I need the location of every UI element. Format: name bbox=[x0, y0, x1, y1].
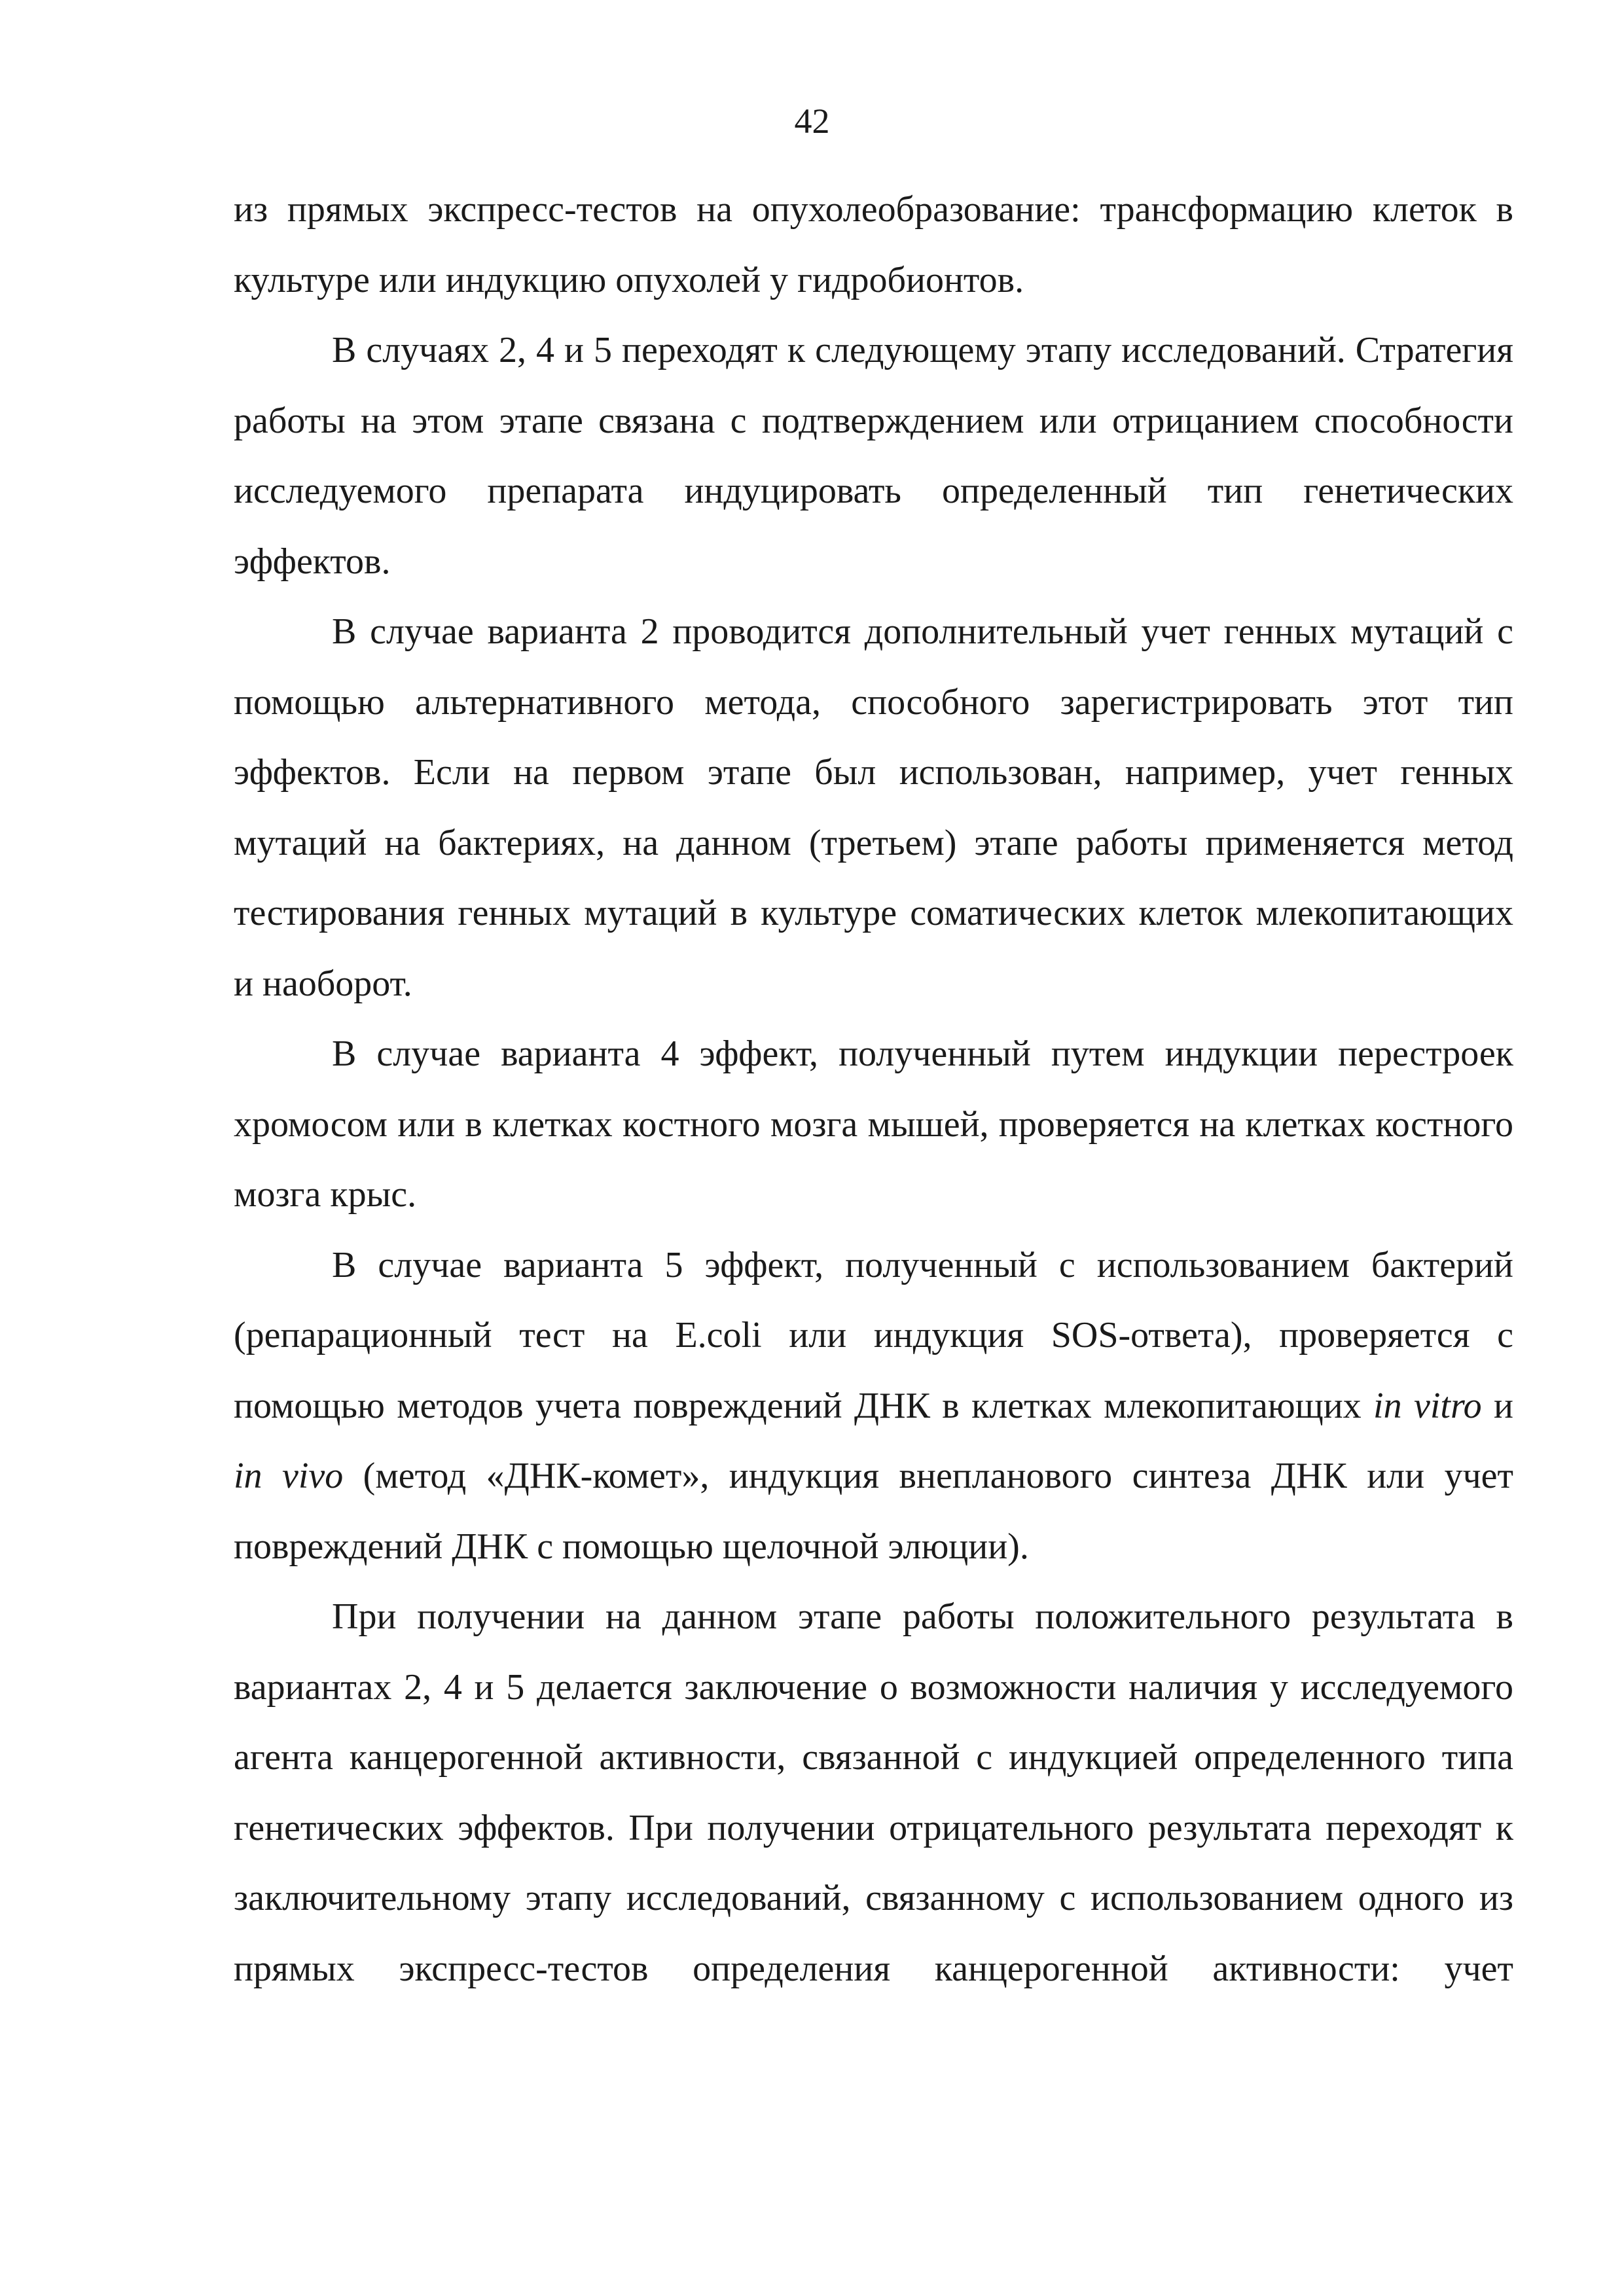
variant-5-text-part2: и bbox=[1481, 1385, 1513, 1426]
paragraph-variant-5 bbox=[234, 1230, 1513, 1583]
paragraph-conclusion: При получении на данном этапе работы положительного результата в вариантах 2, 4 и 5 делается заключение о возможности наличия у исследуемого агента канцерогенной активности, связанной с индукцией определенного типа генетических эффектов. При получении отрицательного результата переходят к заключительному этапу исследований, связанному с использованием одного из прямых экспресс-тестов определения канцерогенной активности: учет bbox=[234, 1596, 1513, 1989]
paragraph-variant-4: В случае варианта 4 эффект, полученный путем индукции перестроек хромосом или в клетках костного мозга мышей, проверяется на клетках костного мозга крыс. bbox=[234, 1033, 1513, 1215]
variant-5-text-part3: (метод «ДНК-комет», индукция внепланового синтеза ДНК или учет повреждений ДНК с помощью щелочной элюции). bbox=[234, 1456, 1513, 1567]
paragraph-variant-2: В случае варианта 2 проводится дополнительный учет генных мутаций с помощью альтернативного метода, способного зарегистрировать этот тип эффектов. Если на первом этапе был использован, например, учет генных мутаций на бактериях, на данном (третьем) этапе работы применяется метод тестирования генных мутаций в культуре соматических клеток млекопитающих и наоборот. bbox=[234, 611, 1513, 1004]
paragraph-continuation: из прямых экспресс-тестов на опухолеобразование: трансформацию клеток в культуре или индукцию опухолей у гидробионтов. bbox=[234, 189, 1513, 300]
variant-5-text-part1: В случае варианта 5 эффект, полученный с использованием бактерий (репарационный тест на E.coli или индукция SOS-ответа), проверяется с помощью методов учета повреждений ДНК в клетках млекопитающих bbox=[234, 1244, 1513, 1426]
in-vivo-term: in vivo bbox=[234, 1456, 344, 1496]
page-number: 42 bbox=[794, 101, 830, 141]
document-body bbox=[234, 175, 1513, 2004]
paragraph-cases-2-4-5: В случаях 2, 4 и 5 переходят к следующему этапу исследований. Стратегия работы на этом этапе связана с подтверждением или отрицанием способности исследуемого препарата индуцировать определенный тип генетических эффектов. bbox=[234, 330, 1513, 582]
in-vitro-term: in vitro bbox=[1373, 1385, 1482, 1426]
